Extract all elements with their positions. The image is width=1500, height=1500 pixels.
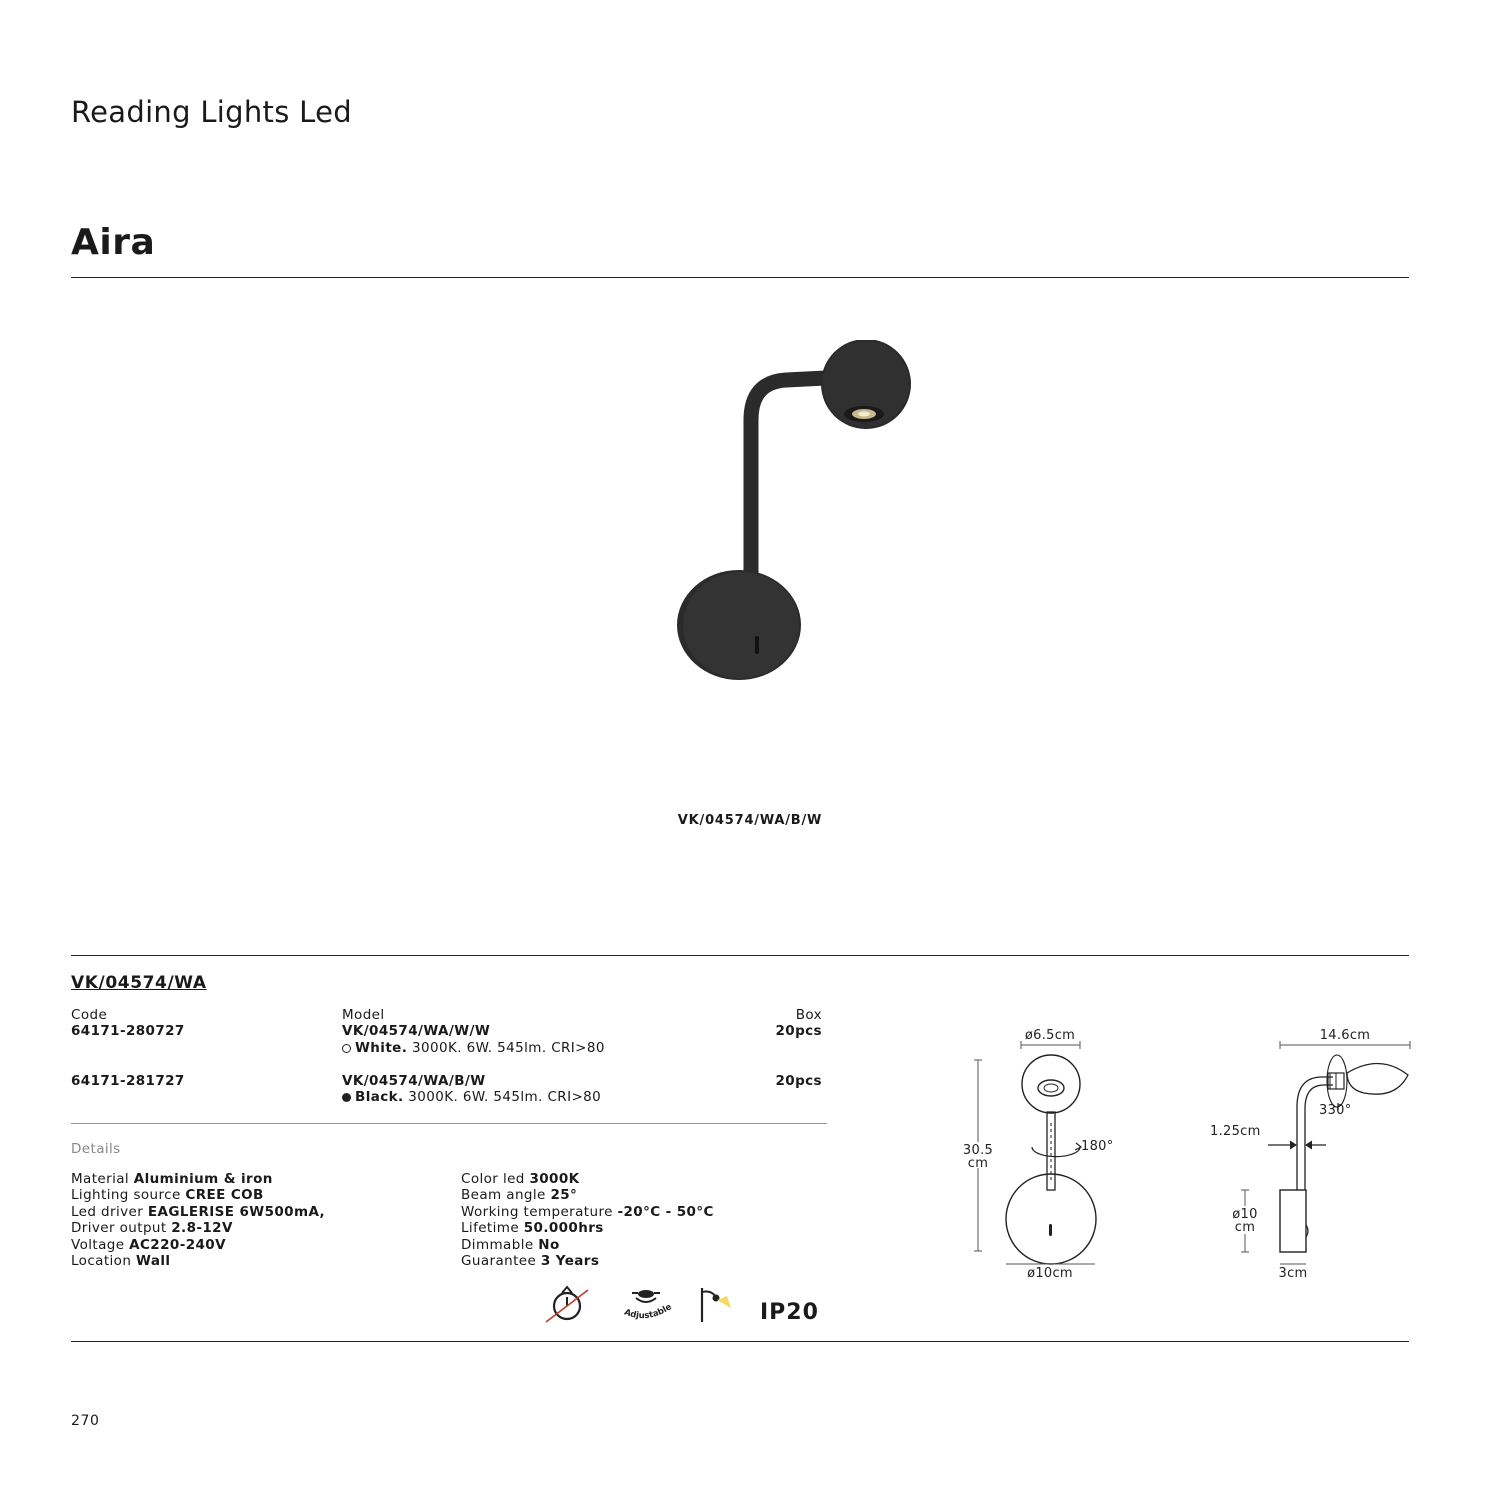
detail-item: Location Wall	[71, 1253, 171, 1270]
side-view	[1210, 1028, 1410, 1281]
title-divider	[71, 277, 1409, 278]
row-code: 64171-281727	[71, 1073, 185, 1089]
side-rotation-label: 330°	[1319, 1103, 1352, 1118]
variant-desc: 3000K. 6W. 545lm. CRI>80	[411, 1040, 605, 1056]
detail-item: Dimmable No	[461, 1236, 560, 1253]
column-header-box: Box	[795, 1007, 822, 1023]
product-family-code: VK/04574/WA	[71, 973, 207, 993]
front-rotation-label: 180°	[1081, 1139, 1114, 1154]
detail-item: Color led 3000K	[461, 1171, 580, 1187]
variant-name: White.	[355, 1040, 408, 1056]
detail-item: Working temperature -20°C - 50°C	[461, 1203, 714, 1220]
detail-item: Driver output 2.8-12V	[71, 1220, 233, 1237]
product-image	[640, 340, 940, 700]
base-diameter-label: ø10cm	[1027, 1266, 1073, 1281]
arm-diameter-label: 1.25cm	[1210, 1124, 1261, 1139]
no-dimmer-icon	[542, 1284, 592, 1324]
white-swatch-icon	[342, 1044, 351, 1053]
wall-light-icon	[697, 1284, 735, 1326]
specs-divider-top	[71, 955, 1409, 956]
page-number: 270	[71, 1413, 100, 1429]
row-model: VK/04574/WA/W/W	[342, 1023, 491, 1039]
category-title: Reading Lights Led	[71, 95, 352, 129]
variant-desc: 3000K. 6W. 545lm. CRI>80	[408, 1089, 602, 1105]
row-variant	[342, 1089, 601, 1105]
detail-item: Material Aluminium & iron	[71, 1171, 273, 1187]
black-swatch-icon	[342, 1093, 351, 1102]
height-label-value: 30.5	[962, 1143, 994, 1158]
head-diameter-label: ø6.5cm	[1024, 1028, 1076, 1043]
svg-text:Adjustable	[623, 1302, 674, 1321]
detail-item: Beam angle 25°	[461, 1187, 578, 1204]
depth-label: 3cm	[1278, 1266, 1308, 1281]
base-height-unit: cm	[1234, 1220, 1256, 1235]
base-height-value: ø10	[1232, 1207, 1258, 1222]
column-header-model: Model	[342, 1007, 385, 1023]
detail-item: Lifetime 50.000hrs	[461, 1220, 604, 1237]
detail-item: Voltage AC220-240V	[71, 1236, 226, 1253]
details-label: Details	[71, 1141, 121, 1157]
row-code: 64171-280727	[71, 1023, 185, 1039]
product-title: Aira	[71, 222, 156, 263]
row-variant	[342, 1040, 605, 1056]
detail-item: Led driver EAGLERISE 6W500mA,	[71, 1203, 326, 1220]
row-box: 20pcs	[775, 1073, 822, 1089]
row-model: VK/04574/WA/B/W	[342, 1073, 486, 1089]
front-view	[958, 1028, 1114, 1281]
details-left-column	[71, 1171, 325, 1269]
adjustable-icon	[614, 1284, 678, 1326]
column-header-code: Code	[71, 1007, 108, 1023]
row-box: 20pcs	[775, 1023, 822, 1039]
width-label: 14.6cm	[1319, 1028, 1371, 1043]
adjustable-label: Adjustable	[622, 1302, 674, 1322]
height-label-unit: cm	[967, 1156, 989, 1171]
details-right-column	[461, 1171, 714, 1269]
detail-item: Guarantee 3 Years	[461, 1253, 600, 1270]
specs-divider-bottom	[71, 1341, 1409, 1342]
product-caption: VK/04574/WA/B/W	[677, 813, 823, 828]
ip-rating: IP20	[760, 1300, 819, 1325]
technical-drawing	[950, 1015, 1420, 1290]
variant-name: Black.	[355, 1089, 404, 1105]
table-divider	[71, 1123, 827, 1124]
detail-item: Lighting source CREE COB	[71, 1187, 264, 1204]
